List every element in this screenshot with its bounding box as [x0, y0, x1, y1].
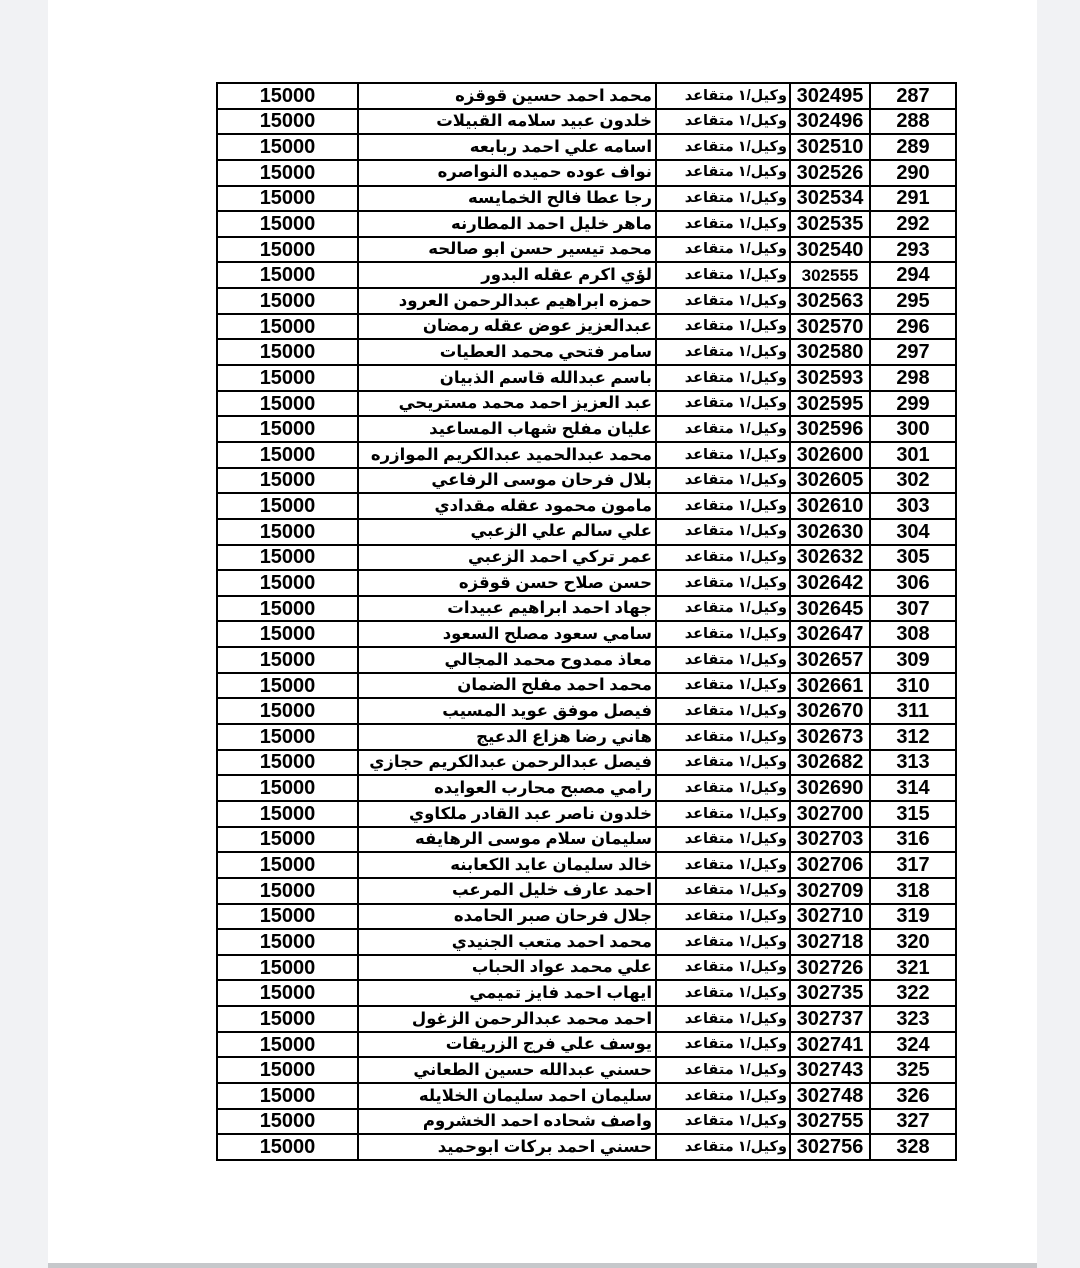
amount-cell: 15000 — [217, 1134, 358, 1160]
rank-status-cell: وكيل/١ متقاعد — [656, 1083, 790, 1109]
amount-cell: 15000 — [217, 673, 358, 699]
table-row — [217, 929, 956, 955]
person-name-cell: جهاد احمد ابراهيم عبيدات — [358, 596, 656, 622]
serial-number-cell: 321 — [870, 955, 956, 981]
rank-status-cell: وكيل/١ متقاعد — [656, 929, 790, 955]
rank-status-cell: وكيل/١ متقاعد — [656, 596, 790, 622]
table-row — [217, 698, 956, 724]
table-row — [217, 1083, 956, 1109]
table-row — [217, 134, 956, 160]
pension-id-cell: 302605 — [790, 468, 870, 494]
rank-status-cell: وكيل/١ متقاعد — [656, 160, 790, 186]
rank-status-cell: وكيل/١ متقاعد — [656, 980, 790, 1006]
amount-cell: 15000 — [217, 237, 358, 263]
person-name-cell: عبد العزيز احمد محمد مستريحي — [358, 391, 656, 417]
serial-number-cell: 315 — [870, 801, 956, 827]
pension-table-body — [217, 83, 956, 1160]
rank-status-cell: وكيل/١ متقاعد — [656, 724, 790, 750]
table-row — [217, 109, 956, 135]
amount-cell: 15000 — [217, 596, 358, 622]
table-row — [217, 621, 956, 647]
person-name-cell: احمد عارف خليل المرعب — [358, 878, 656, 904]
amount-cell: 15000 — [217, 468, 358, 494]
person-name-cell: محمد عبدالحميد عبدالكريم الموازره — [358, 442, 656, 468]
person-name-cell: سامر فتحي محمد العطيات — [358, 339, 656, 365]
person-name-cell: باسم عبدالله قاسم الذبيان — [358, 365, 656, 391]
person-name-cell: سامي سعود مصلح السعود — [358, 621, 656, 647]
pension-table — [216, 82, 957, 1161]
amount-cell: 15000 — [217, 1057, 358, 1083]
person-name-cell: رجا عطا فالح الخمايسه — [358, 186, 656, 212]
person-name-cell: جلال فرحان صبر الحامده — [358, 904, 656, 930]
person-name-cell: واصف شحاده احمد الخشروم — [358, 1109, 656, 1135]
table-row — [217, 288, 956, 314]
amount-cell: 15000 — [217, 442, 358, 468]
amount-cell: 15000 — [217, 1006, 358, 1032]
amount-cell: 15000 — [217, 955, 358, 981]
person-name-cell: علي محمد عواد الحباب — [358, 955, 656, 981]
table-row — [217, 160, 956, 186]
rank-status-cell: وكيل/١ متقاعد — [656, 750, 790, 776]
person-name-cell: عليان مفلح شهاب المساعيد — [358, 416, 656, 442]
person-name-cell: هاني رضا هزاع الدعيج — [358, 724, 656, 750]
serial-number-cell: 299 — [870, 391, 956, 417]
amount-cell: 15000 — [217, 724, 358, 750]
table-row — [217, 827, 956, 853]
table-row — [217, 211, 956, 237]
person-name-cell: لؤي اكرم عقله البدور — [358, 262, 656, 288]
table-row — [217, 1057, 956, 1083]
person-name-cell: محمد احمد متعب الجنيدي — [358, 929, 656, 955]
pension-id-cell: 302706 — [790, 852, 870, 878]
pension-id-cell: 302756 — [790, 1134, 870, 1160]
pension-id-cell: 302743 — [790, 1057, 870, 1083]
person-name-cell: محمد تيسير حسن ابو صالحه — [358, 237, 656, 263]
person-name-cell: رامي مصبح محارب العوايده — [358, 775, 656, 801]
pension-id-cell: 302670 — [790, 698, 870, 724]
pension-id-cell: 302496 — [790, 109, 870, 135]
pension-id-cell: 302709 — [790, 878, 870, 904]
pension-id-cell: 302657 — [790, 647, 870, 673]
pension-id-cell: 302596 — [790, 416, 870, 442]
pension-id-cell: 302600 — [790, 442, 870, 468]
amount-cell: 15000 — [217, 621, 358, 647]
rank-status-cell: وكيل/١ متقاعد — [656, 468, 790, 494]
serial-number-cell: 301 — [870, 442, 956, 468]
amount-cell: 15000 — [217, 827, 358, 853]
amount-cell: 15000 — [217, 211, 358, 237]
rank-status-cell: وكيل/١ متقاعد — [656, 1057, 790, 1083]
serial-number-cell: 325 — [870, 1057, 956, 1083]
amount-cell: 15000 — [217, 109, 358, 135]
table-row — [217, 673, 956, 699]
table-row — [217, 980, 956, 1006]
pension-id-cell: 302718 — [790, 929, 870, 955]
rank-status-cell: وكيل/١ متقاعد — [656, 493, 790, 519]
table-row — [217, 262, 956, 288]
pension-id-cell: 302741 — [790, 1032, 870, 1058]
rank-status-cell: وكيل/١ متقاعد — [656, 673, 790, 699]
rank-status-cell: وكيل/١ متقاعد — [656, 852, 790, 878]
person-name-cell: خالد سليمان عايد الكعابنه — [358, 852, 656, 878]
rank-status-cell: وكيل/١ متقاعد — [656, 211, 790, 237]
table-row — [217, 570, 956, 596]
amount-cell: 15000 — [217, 160, 358, 186]
person-name-cell: عبدالعزيز عوض عقله رمضان — [358, 314, 656, 340]
table-row — [217, 83, 956, 109]
serial-number-cell: 307 — [870, 596, 956, 622]
pension-id-cell: 302700 — [790, 801, 870, 827]
rank-status-cell: وكيل/١ متقاعد — [656, 442, 790, 468]
rank-status-cell: وكيل/١ متقاعد — [656, 109, 790, 135]
pension-id-cell: 302748 — [790, 1083, 870, 1109]
serial-number-cell: 310 — [870, 673, 956, 699]
page-bottom-edge — [48, 1263, 1037, 1268]
pension-id-cell: 302580 — [790, 339, 870, 365]
serial-number-cell: 328 — [870, 1134, 956, 1160]
table-row — [217, 647, 956, 673]
pension-id-cell: 302661 — [790, 673, 870, 699]
serial-number-cell: 291 — [870, 186, 956, 212]
serial-number-cell: 305 — [870, 545, 956, 571]
serial-number-cell: 294 — [870, 262, 956, 288]
pension-id-cell: 302703 — [790, 827, 870, 853]
amount-cell: 15000 — [217, 980, 358, 1006]
amount-cell: 15000 — [217, 698, 358, 724]
serial-number-cell: 306 — [870, 570, 956, 596]
pension-id-cell: 302510 — [790, 134, 870, 160]
amount-cell: 15000 — [217, 314, 358, 340]
table-row — [217, 237, 956, 263]
rank-status-cell: وكيل/١ متقاعد — [656, 288, 790, 314]
rank-status-cell: وكيل/١ متقاعد — [656, 186, 790, 212]
amount-cell: 15000 — [217, 750, 358, 776]
amount-cell: 15000 — [217, 775, 358, 801]
rank-status-cell: وكيل/١ متقاعد — [656, 621, 790, 647]
serial-number-cell: 289 — [870, 134, 956, 160]
person-name-cell: حمزه ابراهيم عبدالرحمن العرود — [358, 288, 656, 314]
person-name-cell: معاذ ممدوح محمد المجالي — [358, 647, 656, 673]
amount-cell: 15000 — [217, 134, 358, 160]
rank-status-cell: وكيل/١ متقاعد — [656, 134, 790, 160]
person-name-cell: خلدون عبيد سلامه القبيلات — [358, 109, 656, 135]
person-name-cell: اسامه علي احمد ربابعه — [358, 134, 656, 160]
table-row — [217, 365, 956, 391]
amount-cell: 15000 — [217, 288, 358, 314]
person-name-cell: حسني عبدالله حسين الطعاني — [358, 1057, 656, 1083]
person-name-cell: احمد محمد عبدالرحمن الزغول — [358, 1006, 656, 1032]
table-row — [217, 493, 956, 519]
serial-number-cell: 313 — [870, 750, 956, 776]
table-row — [217, 468, 956, 494]
person-name-cell: حسن صلاح حسن قوقزه — [358, 570, 656, 596]
amount-cell: 15000 — [217, 83, 358, 109]
pension-id-cell: 302563 — [790, 288, 870, 314]
pension-id-cell: 302647 — [790, 621, 870, 647]
pension-id-cell: 302645 — [790, 596, 870, 622]
table-row — [217, 416, 956, 442]
table-row — [217, 339, 956, 365]
pension-id-cell: 302534 — [790, 186, 870, 212]
rank-status-cell: وكيل/١ متقاعد — [656, 801, 790, 827]
table-row — [217, 1006, 956, 1032]
table-row — [217, 878, 956, 904]
table-row — [217, 955, 956, 981]
person-name-cell: بلال فرحان موسى الرفاعي — [358, 468, 656, 494]
rank-status-cell: وكيل/١ متقاعد — [656, 1109, 790, 1135]
serial-number-cell: 319 — [870, 904, 956, 930]
pension-id-cell: 302555 — [790, 262, 870, 288]
pension-id-cell: 302593 — [790, 365, 870, 391]
serial-number-cell: 298 — [870, 365, 956, 391]
document-page — [48, 0, 1037, 1263]
pension-id-cell: 302710 — [790, 904, 870, 930]
rank-status-cell: وكيل/١ متقاعد — [656, 365, 790, 391]
amount-cell: 15000 — [217, 339, 358, 365]
rank-status-cell: وكيل/١ متقاعد — [656, 237, 790, 263]
rank-status-cell: وكيل/١ متقاعد — [656, 262, 790, 288]
serial-number-cell: 302 — [870, 468, 956, 494]
rank-status-cell: وكيل/١ متقاعد — [656, 1134, 790, 1160]
person-name-cell: محمد احمد مفلح الضمان — [358, 673, 656, 699]
person-name-cell: ماهر خليل احمد المطارنه — [358, 211, 656, 237]
pension-id-cell: 302526 — [790, 160, 870, 186]
rank-status-cell: وكيل/١ متقاعد — [656, 545, 790, 571]
rank-status-cell: وكيل/١ متقاعد — [656, 775, 790, 801]
serial-number-cell: 300 — [870, 416, 956, 442]
table-row — [217, 519, 956, 545]
rank-status-cell: وكيل/١ متقاعد — [656, 698, 790, 724]
rank-status-cell: وكيل/١ متقاعد — [656, 519, 790, 545]
person-name-cell: فيصل عبدالرحمن عبدالكريم حجازي — [358, 750, 656, 776]
amount-cell: 15000 — [217, 647, 358, 673]
pension-id-cell: 302540 — [790, 237, 870, 263]
rank-status-cell: وكيل/١ متقاعد — [656, 570, 790, 596]
pension-id-cell: 302570 — [790, 314, 870, 340]
serial-number-cell: 297 — [870, 339, 956, 365]
serial-number-cell: 295 — [870, 288, 956, 314]
serial-number-cell: 303 — [870, 493, 956, 519]
serial-number-cell: 311 — [870, 698, 956, 724]
amount-cell: 15000 — [217, 1032, 358, 1058]
table-row — [217, 904, 956, 930]
rank-status-cell: وكيل/١ متقاعد — [656, 1032, 790, 1058]
table-row — [217, 775, 956, 801]
pension-id-cell: 302642 — [790, 570, 870, 596]
table-row — [217, 1109, 956, 1135]
serial-number-cell: 312 — [870, 724, 956, 750]
amount-cell: 15000 — [217, 262, 358, 288]
amount-cell: 15000 — [217, 1083, 358, 1109]
rank-status-cell: وكيل/١ متقاعد — [656, 1006, 790, 1032]
table-row — [217, 724, 956, 750]
person-name-cell: مامون محمود عقله مقدادي — [358, 493, 656, 519]
serial-number-cell: 318 — [870, 878, 956, 904]
amount-cell: 15000 — [217, 801, 358, 827]
rank-status-cell: وكيل/١ متقاعد — [656, 391, 790, 417]
table-row — [217, 186, 956, 212]
pension-id-cell: 302737 — [790, 1006, 870, 1032]
pension-id-cell: 302610 — [790, 493, 870, 519]
pension-id-cell: 302735 — [790, 980, 870, 1006]
amount-cell: 15000 — [217, 493, 358, 519]
serial-number-cell: 292 — [870, 211, 956, 237]
person-name-cell: سليمان سلام موسى الرهايفه — [358, 827, 656, 853]
rank-status-cell: وكيل/١ متقاعد — [656, 904, 790, 930]
rank-status-cell: وكيل/١ متقاعد — [656, 647, 790, 673]
table-row — [217, 391, 956, 417]
person-name-cell: عمر تركي احمد الزعبي — [358, 545, 656, 571]
person-name-cell: محمد احمد حسين قوقزه — [358, 83, 656, 109]
serial-number-cell: 296 — [870, 314, 956, 340]
serial-number-cell: 304 — [870, 519, 956, 545]
pension-id-cell: 302595 — [790, 391, 870, 417]
serial-number-cell: 320 — [870, 929, 956, 955]
table-row — [217, 750, 956, 776]
person-name-cell: علي سالم علي الزعبي — [358, 519, 656, 545]
table-row — [217, 1032, 956, 1058]
pension-id-cell: 302682 — [790, 750, 870, 776]
rank-status-cell: وكيل/١ متقاعد — [656, 339, 790, 365]
person-name-cell: خلدون ناصر عبد القادر ملكاوي — [358, 801, 656, 827]
table-row — [217, 314, 956, 340]
pension-id-cell: 302535 — [790, 211, 870, 237]
rank-status-cell: وكيل/١ متقاعد — [656, 955, 790, 981]
amount-cell: 15000 — [217, 1109, 358, 1135]
table-row — [217, 596, 956, 622]
person-name-cell: فيصل موفق عويد المسيب — [358, 698, 656, 724]
rank-status-cell: وكيل/١ متقاعد — [656, 83, 790, 109]
serial-number-cell: 324 — [870, 1032, 956, 1058]
pension-id-cell: 302690 — [790, 775, 870, 801]
amount-cell: 15000 — [217, 391, 358, 417]
serial-number-cell: 287 — [870, 83, 956, 109]
amount-cell: 15000 — [217, 365, 358, 391]
serial-number-cell: 288 — [870, 109, 956, 135]
table-row — [217, 545, 956, 571]
pension-id-cell: 302726 — [790, 955, 870, 981]
serial-number-cell: 326 — [870, 1083, 956, 1109]
serial-number-cell: 290 — [870, 160, 956, 186]
rank-status-cell: وكيل/١ متقاعد — [656, 878, 790, 904]
serial-number-cell: 293 — [870, 237, 956, 263]
serial-number-cell: 317 — [870, 852, 956, 878]
amount-cell: 15000 — [217, 416, 358, 442]
table-row — [217, 1134, 956, 1160]
table-row — [217, 801, 956, 827]
amount-cell: 15000 — [217, 904, 358, 930]
serial-number-cell: 322 — [870, 980, 956, 1006]
serial-number-cell: 316 — [870, 827, 956, 853]
serial-number-cell: 323 — [870, 1006, 956, 1032]
serial-number-cell: 327 — [870, 1109, 956, 1135]
pension-id-cell: 302495 — [790, 83, 870, 109]
serial-number-cell: 309 — [870, 647, 956, 673]
table-row — [217, 852, 956, 878]
rank-status-cell: وكيل/١ متقاعد — [656, 827, 790, 853]
amount-cell: 15000 — [217, 186, 358, 212]
person-name-cell: نواف عوده حميده النواصره — [358, 160, 656, 186]
person-name-cell: حسني احمد بركات ابوحميد — [358, 1134, 656, 1160]
person-name-cell: ايهاب احمد فايز تميمي — [358, 980, 656, 1006]
pension-id-cell: 302755 — [790, 1109, 870, 1135]
rank-status-cell: وكيل/١ متقاعد — [656, 416, 790, 442]
amount-cell: 15000 — [217, 545, 358, 571]
serial-number-cell: 314 — [870, 775, 956, 801]
person-name-cell: يوسف علي فرج الزريقات — [358, 1032, 656, 1058]
pension-id-cell: 302632 — [790, 545, 870, 571]
serial-number-cell: 308 — [870, 621, 956, 647]
amount-cell: 15000 — [217, 519, 358, 545]
person-name-cell: سليمان احمد سليمان الخلايله — [358, 1083, 656, 1109]
pension-id-cell: 302630 — [790, 519, 870, 545]
rank-status-cell: وكيل/١ متقاعد — [656, 314, 790, 340]
amount-cell: 15000 — [217, 929, 358, 955]
amount-cell: 15000 — [217, 878, 358, 904]
amount-cell: 15000 — [217, 852, 358, 878]
table-row — [217, 442, 956, 468]
pension-id-cell: 302673 — [790, 724, 870, 750]
amount-cell: 15000 — [217, 570, 358, 596]
